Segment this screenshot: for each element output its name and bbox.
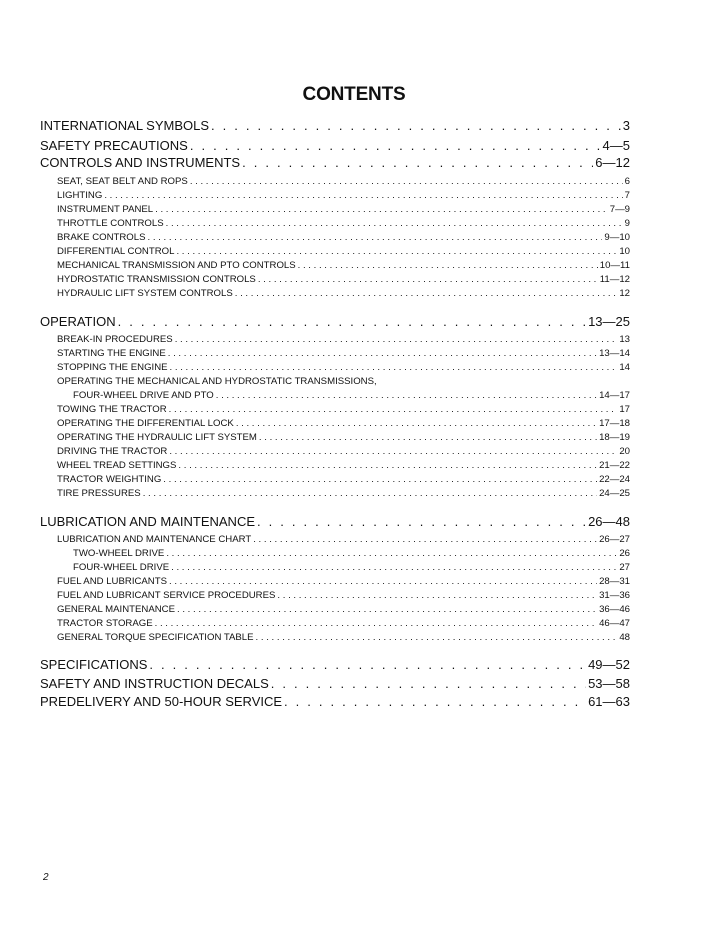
toc-entry-label: OPERATING THE HYDRAULIC LIFT SYSTEM bbox=[57, 432, 257, 443]
dot-leader bbox=[235, 288, 618, 299]
toc-entry bbox=[40, 204, 630, 215]
toc-entry-page: 3 bbox=[622, 118, 630, 133]
toc-entry-page: 10—11 bbox=[599, 260, 630, 271]
toc-entry-label: STARTING THE ENGINE bbox=[57, 348, 166, 359]
toc-entry-page: 4—5 bbox=[602, 138, 630, 153]
toc-entry-page: 26—27 bbox=[599, 534, 630, 545]
toc-entry bbox=[40, 604, 630, 615]
toc-entry-label: SAFETY AND INSTRUCTION DECALS bbox=[40, 676, 269, 691]
toc-entry-page: 9—10 bbox=[604, 232, 630, 243]
toc-entry-page: 11—12 bbox=[599, 274, 630, 285]
toc-entry-page: 36—46 bbox=[599, 604, 630, 615]
toc-entry-page: 20 bbox=[619, 446, 630, 457]
dot-leader bbox=[211, 118, 621, 133]
toc-section bbox=[40, 118, 630, 133]
toc-section bbox=[40, 314, 630, 329]
toc-entry bbox=[40, 618, 630, 629]
toc-entry-page: 28—31 bbox=[599, 576, 630, 587]
dot-leader bbox=[149, 657, 586, 672]
dot-leader bbox=[178, 460, 597, 471]
toc-entry-label: HYDROSTATIC TRANSMISSION CONTROLS bbox=[57, 274, 256, 285]
toc-entry bbox=[40, 576, 630, 587]
dot-leader bbox=[171, 562, 617, 573]
toc-entry-label: BRAKE CONTROLS bbox=[57, 232, 146, 243]
toc-entry-label: FUEL AND LUBRICANTS bbox=[57, 576, 167, 587]
dot-leader bbox=[118, 314, 586, 329]
toc-entry bbox=[40, 274, 630, 285]
dot-leader bbox=[259, 432, 597, 443]
toc-entry-label: LUBRICATION AND MAINTENANCE CHART bbox=[57, 534, 252, 545]
toc-entry-page: 18—19 bbox=[599, 432, 630, 443]
toc-entry bbox=[40, 404, 630, 415]
toc-entry-label: SAFETY PRECAUTIONS bbox=[40, 138, 188, 153]
toc-entry-label: TWO-WHEEL DRIVE bbox=[73, 548, 165, 559]
toc-entry bbox=[40, 562, 630, 573]
toc-entry-label: TOWING THE TRACTOR bbox=[57, 404, 167, 415]
page-title: CONTENTS bbox=[302, 84, 406, 105]
dot-leader bbox=[169, 576, 597, 587]
toc-entry bbox=[40, 260, 630, 271]
toc-entry-label: PREDELIVERY AND 50-HOUR SERVICE bbox=[40, 694, 283, 709]
toc-entry-label: LUBRICATION AND MAINTENANCE bbox=[40, 514, 256, 529]
toc-entry-label: SPECIFICATIONS bbox=[40, 657, 148, 672]
toc-entry-label: OPERATING THE MECHANICAL AND HYDROSTATIC TRANSMISSIONS, bbox=[57, 376, 377, 387]
toc-section bbox=[40, 155, 630, 170]
toc-entry-page: 14 bbox=[619, 362, 630, 373]
toc-entry bbox=[40, 432, 630, 443]
toc-entry-label: FOUR-WHEEL DRIVE bbox=[73, 562, 170, 573]
toc-entry-page: 26 bbox=[619, 548, 630, 559]
toc-entry bbox=[40, 390, 630, 401]
toc-entry-page: 6—12 bbox=[595, 155, 630, 170]
toc-entry-page: 46—47 bbox=[599, 618, 630, 629]
toc-entry-label: FOUR-WHEEL DRIVE AND PTO bbox=[73, 390, 214, 401]
toc-entry bbox=[40, 534, 630, 545]
toc-entry-page: 13—14 bbox=[599, 348, 630, 359]
toc-entry bbox=[40, 632, 630, 643]
toc-section bbox=[40, 514, 630, 529]
toc-entry bbox=[40, 474, 630, 485]
dot-leader bbox=[175, 334, 618, 345]
toc-entry-label: GENERAL MAINTENANCE bbox=[57, 604, 175, 615]
dot-leader bbox=[155, 618, 597, 629]
toc-entry-page: 14—17 bbox=[599, 390, 630, 401]
dot-leader bbox=[176, 246, 617, 257]
toc-entry bbox=[40, 460, 630, 471]
toc-entry-label: DIFFERENTIAL CONTROL bbox=[57, 246, 175, 257]
toc-entry-page: 31—36 bbox=[599, 590, 630, 601]
toc-entry-label: BREAK-IN PROCEDURES bbox=[57, 334, 173, 345]
dot-leader bbox=[163, 474, 597, 485]
toc-entry-page: 7 bbox=[624, 190, 630, 201]
toc-entry-label: STOPPING THE ENGINE bbox=[57, 362, 168, 373]
toc-entry-page: 7—9 bbox=[609, 204, 630, 215]
toc-entry-label: LIGHTING bbox=[57, 190, 103, 201]
toc-entry bbox=[40, 348, 630, 359]
toc-entry bbox=[40, 362, 630, 373]
toc-entry-page: 48 bbox=[619, 632, 630, 643]
dot-leader bbox=[166, 548, 617, 559]
toc-entry-label: DRIVING THE TRACTOR bbox=[57, 446, 168, 457]
dot-leader bbox=[170, 362, 618, 373]
toc-entry bbox=[40, 418, 630, 429]
toc-entry-label: TRACTOR WEIGHTING bbox=[57, 474, 162, 485]
toc-entry-label: HYDRAULIC LIFT SYSTEM CONTROLS bbox=[57, 288, 233, 299]
toc-entry-page: 17—18 bbox=[599, 418, 630, 429]
dot-leader bbox=[168, 348, 597, 359]
toc-entry bbox=[40, 376, 630, 387]
toc-entry-label: TRACTOR STORAGE bbox=[57, 618, 153, 629]
toc-entry-label: MECHANICAL TRANSMISSION AND PTO CONTROLS bbox=[57, 260, 296, 271]
dot-leader bbox=[236, 418, 597, 429]
toc-entry bbox=[40, 190, 630, 201]
toc-entry-page: 24—25 bbox=[599, 488, 630, 499]
dot-leader bbox=[258, 274, 598, 285]
toc-entry bbox=[40, 288, 630, 299]
toc-entry-page: 21—22 bbox=[599, 460, 630, 471]
toc-entry-page: 6 bbox=[624, 176, 630, 187]
dot-leader bbox=[190, 138, 601, 153]
toc-entry-page: 13 bbox=[619, 334, 630, 345]
dot-leader bbox=[190, 176, 623, 187]
dot-leader bbox=[104, 190, 622, 201]
toc-entry-label: CONTROLS AND INSTRUMENTS bbox=[40, 155, 241, 170]
dot-leader bbox=[155, 204, 608, 215]
toc-entry bbox=[40, 446, 630, 457]
dot-leader bbox=[169, 446, 617, 457]
toc-entry-page: 17 bbox=[619, 404, 630, 415]
dot-leader bbox=[298, 260, 598, 271]
toc-entry-page: 53—58 bbox=[588, 676, 630, 691]
dot-leader bbox=[148, 232, 603, 243]
dot-leader bbox=[277, 590, 597, 601]
toc-section bbox=[40, 694, 630, 709]
toc-entry-page: 12 bbox=[619, 288, 630, 299]
toc-section bbox=[40, 676, 630, 691]
toc-entry-page: 49—52 bbox=[588, 657, 630, 672]
toc-entry bbox=[40, 246, 630, 257]
dot-leader bbox=[256, 632, 618, 643]
page-number: 2 bbox=[43, 872, 49, 883]
toc-entry-label: WHEEL TREAD SETTINGS bbox=[57, 460, 177, 471]
toc-entry-label: GENERAL TORQUE SPECIFICATION TABLE bbox=[57, 632, 254, 643]
toc-section bbox=[40, 138, 630, 153]
dot-leader bbox=[242, 155, 593, 170]
toc-entry-page: 22—24 bbox=[599, 474, 630, 485]
dot-leader bbox=[177, 604, 597, 615]
toc-entry-label: OPERATING THE DIFFERENTIAL LOCK bbox=[57, 418, 234, 429]
toc-entry-label: INSTRUMENT PANEL bbox=[57, 204, 154, 215]
toc-entry bbox=[40, 218, 630, 229]
toc-entry-page: 27 bbox=[619, 562, 630, 573]
toc-entry-label: OPERATION bbox=[40, 314, 116, 329]
dot-leader bbox=[166, 218, 623, 229]
toc-entry bbox=[40, 334, 630, 345]
toc-entry-label: THROTTLE CONTROLS bbox=[57, 218, 164, 229]
dot-leader bbox=[169, 404, 618, 415]
dot-leader bbox=[216, 390, 597, 401]
toc-entry-label: TIRE PRESSURES bbox=[57, 488, 141, 499]
toc-entry-label: INTERNATIONAL SYMBOLS bbox=[40, 118, 210, 133]
toc-entry bbox=[40, 232, 630, 243]
toc-entry-label: SEAT, SEAT BELT AND ROPS bbox=[57, 176, 188, 187]
toc-entry bbox=[40, 176, 630, 187]
dot-leader bbox=[257, 514, 586, 529]
toc-entry-page: 13—25 bbox=[588, 314, 630, 329]
dot-leader bbox=[253, 534, 597, 545]
dot-leader bbox=[143, 488, 597, 499]
toc-entry bbox=[40, 590, 630, 601]
toc-entry bbox=[40, 488, 630, 499]
dot-leader bbox=[271, 676, 586, 691]
dot-leader bbox=[284, 694, 586, 709]
toc-entry-page: 9 bbox=[624, 218, 630, 229]
toc-entry bbox=[40, 548, 630, 559]
toc-entry-page: 10 bbox=[619, 246, 630, 257]
toc-entry-page: 61—63 bbox=[588, 694, 630, 709]
toc-entry-page: 26—48 bbox=[588, 514, 630, 529]
toc-section bbox=[40, 657, 630, 672]
toc-entry-label: FUEL AND LUBRICANT SERVICE PROCEDURES bbox=[57, 590, 276, 601]
